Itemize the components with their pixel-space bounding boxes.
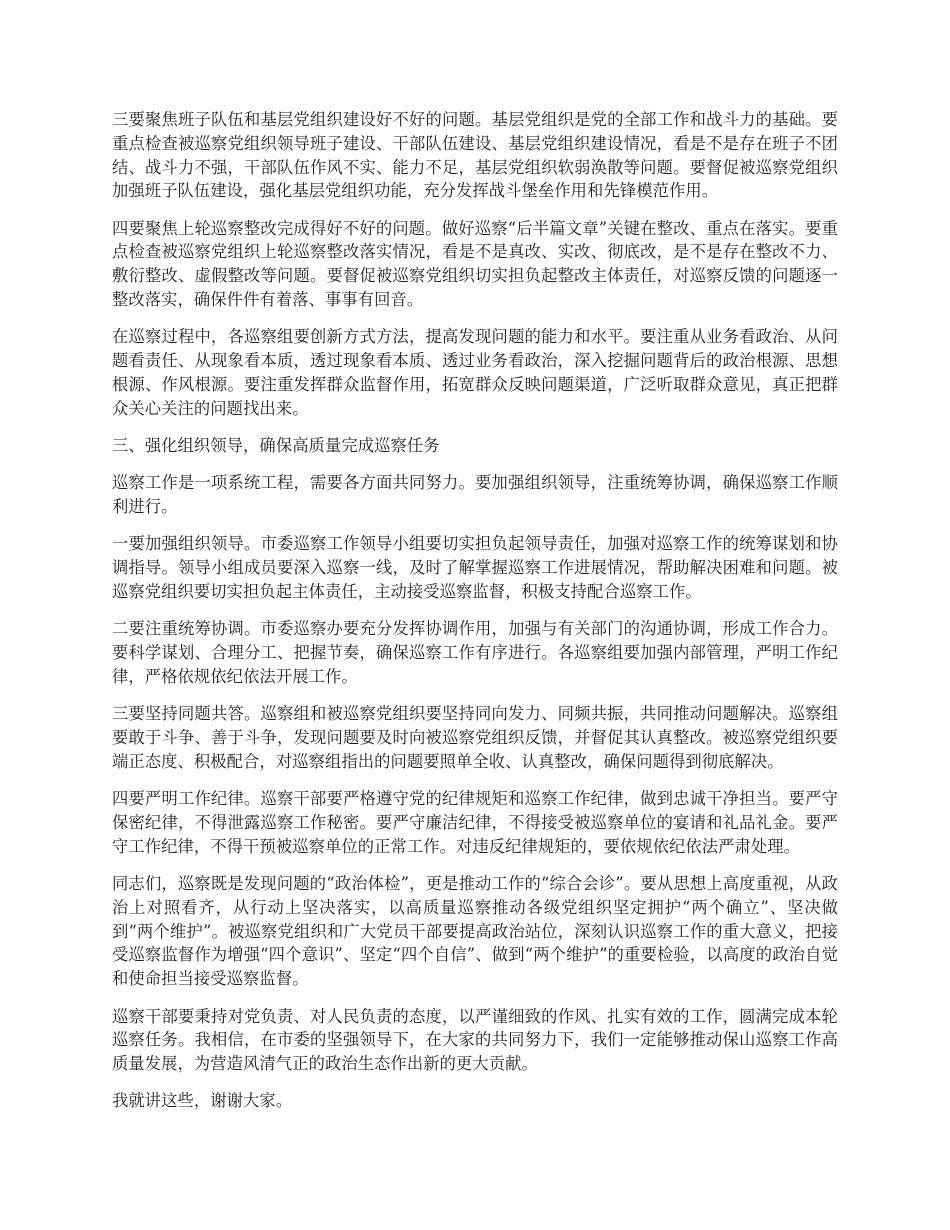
paragraph-joint-answer: 三要坚持同题共答。巡察组和被巡察党组织要坚持同向发力、同频共振，共同推动问题解决。巡察组要敢于斗争、善于斗争，发现问题要及时向被巡察党组织反馈，并督促其认真整改。被巡察党组织要端正态度、积极配合，对巡察组指出的问题要照单全收、认真整改，确保问题得到彻底解决。 [112, 704, 838, 771]
paragraph-inspectors: 巡察干部要秉持对党负责、对人民负责的态度，以严谨细致的作风、扎实有效的工作，圆满完成本轮巡察任务。我相信，在市委的坚强领导下，在大家的共同努力下，我们一定能够推动保山巡察工作高质量发展，为营造风清气正的政治生态作出新的更大贡献。 [112, 1006, 838, 1074]
paragraph-closing: 我就讲这些，谢谢大家。 [112, 1091, 293, 1111]
paragraph-leadership: 一要加强组织领导。市委巡察工作领导小组要切实担负起领导责任，加强对巡察工作的统筹谋划和协调指导。领导小组成员要深入巡察一线，及时了解掌握巡察工作进展情况，帮助解决困难和问题。被巡察党组织要切实担负起主体责任，主动接受巡察监督，积极支持配合巡察工作。 [112, 534, 838, 602]
paragraph-comrades: 同志们，巡察既是发现问题的“政治体检”，更是推动工作的“综合会诊”。要从思想上高度重视，从政治上对照看齐，从行动上坚决落实，以高质量巡察推动各级党组织坚定拥护“两个确立”、坚决做到“两个维护”。被巡察党组织和广大党员干部要提高政治站位，深刻认识巡察工作的重大意义，把接受巡察监督作为增强“四个意识”、坚定“四个自信”、做到“两个维护”的重要检验，以高度的政治自觉和使命担当接受巡察监督。 [112, 874, 838, 989]
section-heading-three: 三、强化组织领导，确保高质量完成巡察任务 [112, 436, 440, 456]
paragraph-discipline: 四要严明工作纪律。巡察干部要严格遵守党的纪律规矩和巡察工作纪律，做到忠诚干净担当。要严守保密纪律，不得泄露巡察工作秘密。要严守廉洁纪律，不得接受被巡察单位的宴请和礼品礼金。要严守工作纪律，不得干预被巡察单位的正常工作。对违反纪律规矩的，要依规依纪依法严肃处理。 [112, 789, 838, 856]
paragraph-task-three: 三要聚焦班子队伍和基层党组织建设好不好的问题。基层党组织是党的全部工作和战斗力的基础。要重点检查被巡察党组织领导班子建设、干部队伍建设、基层党组织建设情况，看是不是存在班子不团结、战斗力不强，干部队伍作风不实、能力不足，基层党组织软弱涣散等问题。要督促被巡察党组织加强班子队伍建设，强化基层党组织功能，充分发挥战斗堡垒作用和先锋模范作用。 [112, 110, 838, 201]
paragraph-coordination: 二要注重统筹协调。市委巡察办要充分发挥协调作用，加强与有关部门的沟通协调，形成工作合力。要科学谋划、合理分工、把握节奏，确保巡察工作有序进行。各巡察组要加强内部管理，严明工作纪律，严格依规依纪依法开展工作。 [112, 619, 838, 686]
paragraph-section-intro: 巡察工作是一项系统工程，需要各方面共同努力。要加强组织领导，注重统筹协调，确保巡察工作顺利进行。 [112, 473, 838, 517]
paragraph-task-four: 四要聚焦上轮巡察整改完成得好不好的问题。做好巡察“后半篇文章”关键在整改、重点在落实。要重点检查被巡察党组织上轮巡察整改落实情况，看是不是真改、实改、彻底改，是不是存在整改不力、敷衍整改、虚假整改等问题。要督促被巡察党组织切实担负起整改主体责任，对巡察反馈的问题逐一整改落实，确保件件有着落、事事有回音。 [112, 218, 838, 310]
document-body [112, 108, 838, 1113]
paragraph-inspection-methods: 在巡察过程中，各巡察组要创新方式方法，提高发现问题的能力和水平。要注重从业务看政治、从问题看责任、从现象看本质，透过现象看本质、透过业务看政治，深入挖掘问题背后的政治根源、思想根源、作风根源。要注重发挥群众监督作用，拓宽群众反映问题渠道，广泛听取群众意见，真正把群众关心关注的问题找出来。 [112, 327, 838, 418]
